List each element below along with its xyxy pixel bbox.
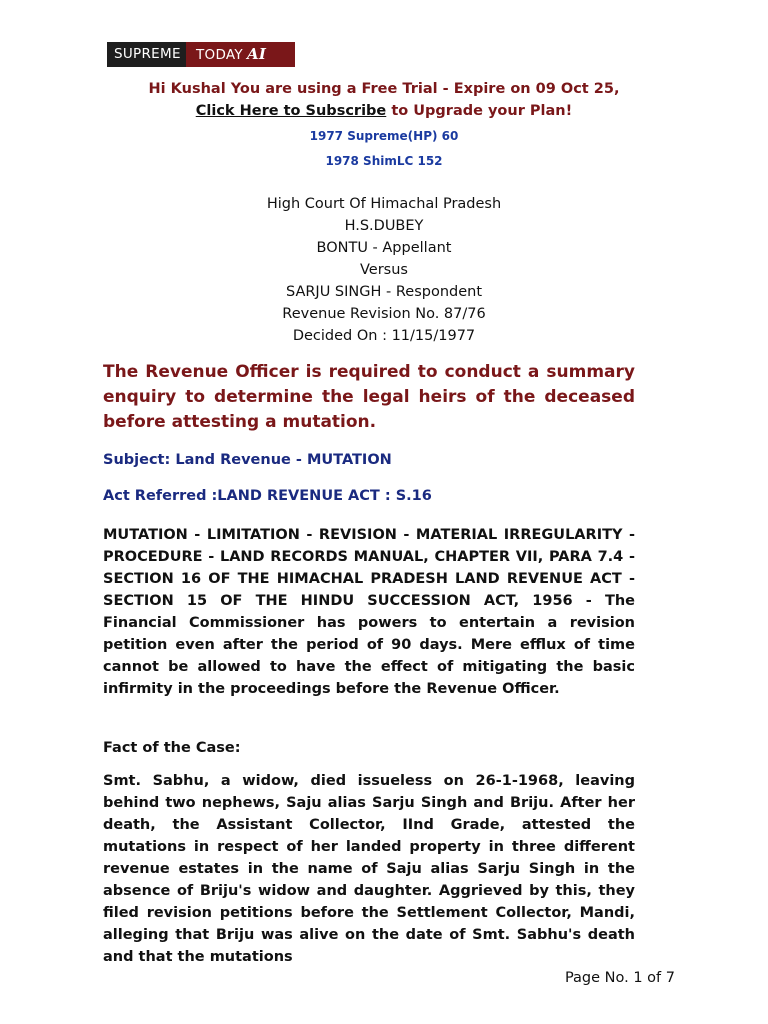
upgrade-text: to Upgrade your Plan! xyxy=(386,103,573,119)
subject-line: Subject: Land Revenue - MUTATION xyxy=(103,452,392,468)
act-referred: Act Referred :LAND REVENUE ACT : S.16 xyxy=(103,488,432,504)
logo-ai-text: AI xyxy=(246,45,267,63)
case-header xyxy=(0,193,768,347)
logo-right-segment xyxy=(186,42,295,67)
citation-1[interactable]: 1977 Supreme(HP) 60 xyxy=(309,129,459,143)
trial-message: Hi Kushal You are using a Free Trial - Expire on 09 Oct 25, xyxy=(148,81,620,97)
case-number: Revenue Revision No. 87/76 xyxy=(282,306,486,322)
trial-notice xyxy=(0,78,768,122)
decided-date: Decided On : 11/15/1977 xyxy=(292,328,476,344)
judge-name: H.S.DUBEY xyxy=(344,218,424,234)
versus: Versus xyxy=(360,262,408,278)
fact-paragraph: Smt. Sabhu, a widow, died issueless on 26-1-1968, leaving behind two nephews, Saju alias Sarju Singh and Briju. After her death, the Assistant Collector, IInd Grade, attested the mutations in respect of her landed property in three different revenue estates in the name of Saju alias Sarju Singh in the absence of Briju's widow and daughter. Aggrieved by this, they filed revision petitions before the Settlement Collector, Mandi, alleging that Briju was alive on the date of Smt. Sabhu's death and that the mutations xyxy=(103,773,635,965)
page-number: Page No. 1 of 7 xyxy=(564,970,675,986)
subscribe-link[interactable]: Click Here to Subscribe xyxy=(195,103,387,119)
fact-heading: Fact of the Case: xyxy=(103,740,241,756)
respondent: SARJU SINGH - Respondent xyxy=(285,284,483,300)
citation-2[interactable]: 1978 ShimLC 152 xyxy=(325,154,443,168)
logo-right-text: TODAY xyxy=(196,47,243,63)
court-name: High Court Of Himachal Pradesh xyxy=(266,196,502,212)
case-headline: The Revenue Officer is required to conduct a summary enquiry to determine the legal heirs of the deceased before attesting a mutation. xyxy=(103,362,635,432)
keywords-paragraph: MUTATION - LIMITATION - REVISION - MATERIAL IRREGULARITY - PROCEDURE - LAND RECORDS MANUAL, CHAPTER VII, PARA 7.4 - SECTION 16 OF THE HIMACHAL PRADESH LAND REVENUE ACT - SECTION 15 OF THE HINDU SUCCESSION ACT, 1956 - The Financial Commissioner has powers to entertain a revision petition even after the period of 90 days. Mere efflux of time cannot be allowed to have the effect of mitigating the basic infirmity in the proceedings before the Revenue Officer. xyxy=(103,527,635,697)
logo-left-text: SUPREME xyxy=(107,42,186,67)
trial-upgrade-line xyxy=(0,100,768,122)
appellant: BONTU - Appellant xyxy=(316,240,452,256)
supreme-today-logo[interactable] xyxy=(107,42,295,67)
